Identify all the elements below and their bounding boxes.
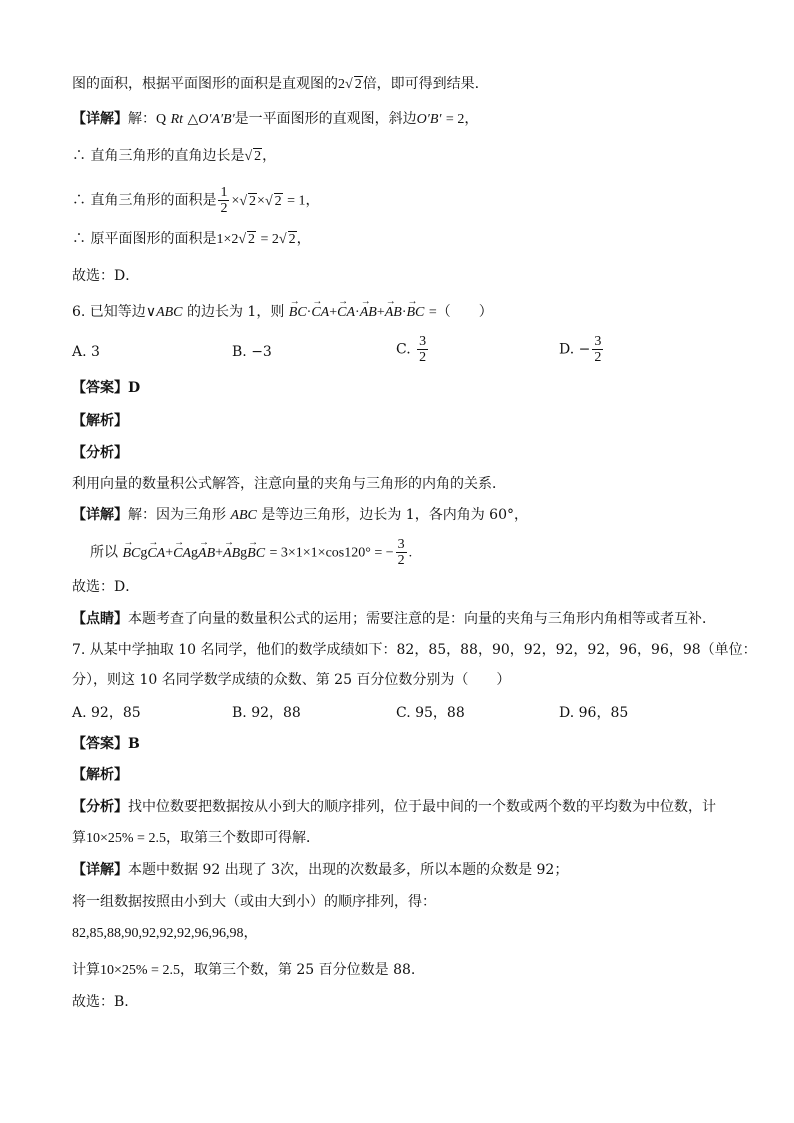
text-line [72, 185, 320, 216]
detail-line [72, 860, 568, 880]
text: ∴ 原平面图形的面积是 [72, 231, 217, 247]
detail-line [72, 109, 478, 130]
option-label: D. − [559, 341, 591, 358]
sqrt-expr: √ 2 [238, 232, 256, 247]
text: 是等边三角形，边长为 1，各内角为 60°， [261, 507, 528, 523]
detail-line [72, 505, 528, 526]
vector: → BC [407, 303, 425, 323]
math-op: g [240, 545, 248, 561]
option-a: A. 3 [72, 344, 100, 360]
question-text: 6. 已知等边 [72, 304, 146, 320]
text: ， [262, 148, 277, 164]
math-expr: 10×25% = 2.5 [100, 963, 180, 978]
text: ，取第三个数即可得解． [165, 830, 320, 846]
math-value: 2 [338, 77, 345, 92]
math-expr: ABC [230, 508, 257, 523]
answer-blank: （ ） [436, 304, 493, 320]
data-sequence: 82,85,88,90,92,92,92,96,96,98， [72, 926, 258, 941]
option-c [396, 334, 430, 365]
vector: → AB [360, 303, 377, 323]
option-b: B. −3 [232, 344, 272, 360]
comment-tag: 【点睛】 [72, 611, 128, 627]
math-op: g [140, 545, 148, 561]
sqrt-expr: √ 2 [278, 232, 296, 247]
radicand: 2 [354, 77, 362, 92]
question-text: 的边长为 1，则 [186, 304, 285, 320]
detail-line [72, 960, 415, 981]
text: ∴ 直角三角形的面积是 [72, 192, 217, 209]
text: 算 [72, 830, 86, 846]
analysis-tag: 【分析】 [72, 799, 128, 815]
text: ， [296, 231, 311, 247]
analysis-line [72, 828, 320, 849]
text: ，取第三个数，第 25 百分位数是 88. [179, 962, 416, 978]
analysis-heading: 【解析】 [72, 413, 128, 429]
option-b: B. 92，88 [232, 705, 301, 721]
detail-tag: 【详解】 [72, 862, 128, 878]
detail-tag: 【详解】 [72, 507, 128, 523]
vector: → BC [289, 303, 307, 323]
fraction [218, 185, 229, 216]
vector: → BC [122, 544, 140, 564]
math-op: . [408, 545, 413, 561]
numerator: 3 [419, 334, 427, 349]
sqrt-expr: √ 2 [239, 193, 257, 209]
answer-label: 【答案】D [72, 380, 141, 396]
option-label: C. [396, 341, 411, 358]
math-expr: O′A′B′ [198, 112, 235, 127]
math-op: + [165, 545, 174, 561]
denominator: 2 [397, 553, 405, 568]
choice-line: 故选：D． [72, 579, 140, 595]
radicand: 2 [288, 232, 296, 247]
math-expr: ABC [156, 305, 183, 320]
text: 本题考查了向量的数量积公式的运用；需要注意的是：向量的夹角与三角形内角相等或者互补． [128, 611, 716, 627]
fraction [396, 537, 407, 568]
radicand: 2 [249, 193, 257, 209]
analysis-text: 利用向量的数量积公式解答，注意向量的夹角与三角形的内角的关系． [72, 476, 506, 492]
text: 找中位数要把数据按从小到大的顺序排列，位于最中间的一个数或两个数的平均数为中位数，计 [128, 799, 716, 815]
vector: → CA [147, 544, 165, 564]
vector: → CA [311, 303, 329, 323]
option-d [559, 334, 605, 365]
text-line [72, 74, 479, 95]
detail-line: 将一组数据按照由小到大（或由大到小）的顺序排列，得： [72, 894, 436, 910]
text: 解：因为三角形 [128, 507, 226, 523]
math-op: = [428, 305, 437, 320]
question-7-cont: 分），则这 10 名同学数学成绩的众数、第 25 百分位数分别为（ ） [72, 672, 511, 688]
math-op: + [215, 545, 224, 561]
math-op: + [329, 305, 338, 320]
text-line [72, 146, 276, 167]
text-line [72, 229, 311, 250]
math-op: · [306, 305, 312, 320]
math-op: × [231, 193, 240, 209]
choice-line: 故选：B. [72, 994, 129, 1010]
math-expr: O′B′ [416, 112, 442, 127]
math-expr: = 1， [287, 193, 320, 209]
choice-line: 故选：D． [72, 268, 140, 284]
sqrt-expr: √ 2 [244, 149, 262, 164]
numerator: 1 [220, 185, 228, 200]
sqrt-expr: √ 2 [264, 193, 282, 209]
detail-tag: 【详解】 [72, 111, 128, 127]
math-expr: 10×25% = 2.5 [86, 831, 166, 846]
math-op: · [401, 305, 407, 320]
analysis-line [72, 797, 716, 817]
math-expr: = 2， [445, 112, 479, 127]
math-expr: = 2 [260, 232, 279, 247]
option-d: D. 96，85 [559, 705, 629, 721]
analysis-subheading: 【分析】 [72, 445, 128, 461]
math-op: + [376, 305, 385, 320]
text: 所以 [90, 544, 118, 561]
text: 倍，即可得到结果. [362, 76, 480, 92]
question-6 [72, 302, 493, 323]
comment-line [72, 609, 716, 629]
vector: → BC [247, 544, 265, 564]
radicand: 2 [254, 149, 262, 164]
fraction [417, 334, 428, 365]
vector: → CA [337, 303, 355, 323]
numerator: 3 [594, 334, 602, 349]
analysis-heading: 【解析】 [72, 767, 128, 783]
numerator: 3 [397, 537, 405, 552]
vector: → CA [173, 544, 191, 564]
math-symbol: Rt [170, 112, 184, 127]
math-op: · [355, 305, 360, 320]
radicand: 2 [274, 193, 282, 209]
text: 图的面积，根据平面图形的面积是直观图的 [72, 76, 338, 92]
math-op: g [191, 545, 199, 561]
text: 计算 [72, 962, 100, 978]
triangle-symbol: △ [187, 112, 199, 127]
option-c: C. 95，88 [396, 705, 465, 721]
vector: → AB [385, 303, 402, 323]
option-a: A. 92，85 [72, 705, 141, 721]
vector: → AB [198, 544, 215, 564]
text: ∴ 直角三角形的直角边长是 [72, 148, 245, 164]
math-op: × [257, 193, 265, 209]
triangle-symbol: ∨ [145, 305, 157, 320]
math-expr: 1×2 [216, 232, 239, 247]
fraction [592, 334, 603, 365]
denominator: 2 [220, 201, 228, 216]
denominator: 2 [594, 350, 602, 365]
text: 是一平面图形的直观图，斜边 [234, 111, 417, 127]
detail-line [90, 537, 412, 568]
question-7: 7. 从某中学抽取 10 名同学，他们的数学成绩如下：82，85，88，90，92，92，92，96，96，98（单位： [72, 642, 757, 658]
text: 解： [128, 111, 156, 127]
radicand: 2 [248, 232, 256, 247]
vector: → AB [223, 544, 240, 564]
text: 本题中数据 92 出现了 3次，出现的次数最多，所以本题的众数是 92； [128, 862, 569, 878]
math-symbol: Q [156, 112, 167, 127]
answer-label: 【答案】B [72, 736, 140, 752]
denominator: 2 [419, 350, 427, 365]
sqrt-expr: √ 2 [345, 77, 362, 92]
math-expr: = 3×1×1×cos120° = − [269, 545, 394, 561]
